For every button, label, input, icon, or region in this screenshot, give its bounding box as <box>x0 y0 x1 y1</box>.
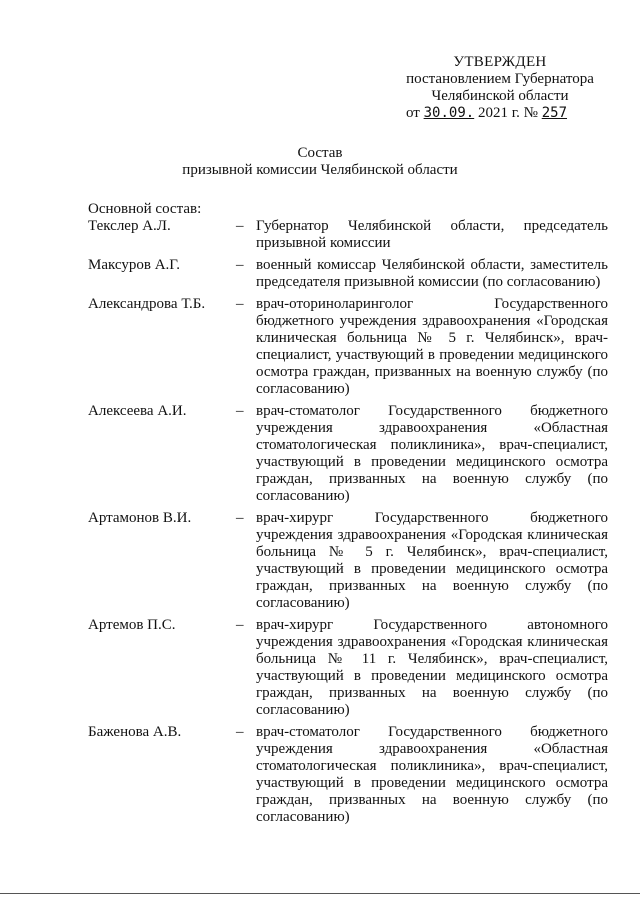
approval-date: 30.09. <box>423 105 475 121</box>
approval-number: 257 <box>541 105 568 121</box>
approval-from: от <box>406 105 420 121</box>
member-dash: – <box>236 724 244 740</box>
member-name: Алексеева А.И. <box>88 403 187 419</box>
member-role: врач-стоматолог Государственного бюджетного учреждения здравоохранения «Областная стоматологическая поликлиника», врач-специалист, участвующий в проведении медицинского осмотра граждан, призванных на военную службу (по согласованию) <box>256 403 608 504</box>
member-row <box>88 724 608 826</box>
document-title <box>0 145 640 179</box>
member-row <box>88 257 608 291</box>
title-line-2: призывной комиссии Челябинской области <box>182 162 458 178</box>
member-dash: – <box>236 218 244 234</box>
member-role: врач-хирург Государственного автономного учреждения здравоохранения «Городская клиническая больница № 11 г. Челябинск», врач-специалист, участвующий в проведении медицинского осмотра граждан, призванных на военную службу (по согласованию) <box>256 617 608 718</box>
section-label: Основной состав: <box>88 201 202 217</box>
member-name: Максуров А.Г. <box>88 257 181 273</box>
member-name: Александрова Т.Б. <box>88 296 206 312</box>
member-name: Артемов П.С. <box>88 617 176 633</box>
member-dash: – <box>236 510 244 526</box>
member-name: Баженова А.В. <box>88 724 182 740</box>
member-dash: – <box>236 257 244 273</box>
member-dash: – <box>236 403 244 419</box>
approval-line-1: постановлением Губернатора <box>406 71 594 87</box>
member-role: врач-оториноларинголог Государственного бюджетного учреждения здравоохранения «Городская клиническая больница № 5 г. Челябинск», врач-специалист, участвующий в проведении медицинского осмотра граждан, призванных на военную службу (по согласованию) <box>256 296 608 397</box>
member-name: Текслер А.Л. <box>88 218 171 234</box>
member-name: Артамонов В.И. <box>88 510 192 526</box>
title-line-1: Состав <box>297 145 343 161</box>
member-row <box>88 510 608 612</box>
member-row <box>88 403 608 505</box>
approval-line-2: Челябинской области <box>431 88 569 104</box>
members-list <box>88 218 608 831</box>
footer-divider <box>0 893 640 894</box>
member-row <box>88 296 608 398</box>
approval-year: 2021 г. № <box>477 105 538 121</box>
member-role: военный комиссар Челябинской области, заместитель председателя призывной комиссии (по согласованию) <box>256 257 608 290</box>
member-dash: – <box>236 296 244 312</box>
member-role: врач-хирург Государственного бюджетного учреждения здравоохранения «Городская клиническая больница № 5 г. Челябинск», врач-специалист, участвующий в проведении медицинского осмотра граждан, призванных на военную службу (по согласованию) <box>256 510 608 611</box>
member-row <box>88 617 608 719</box>
member-row <box>88 218 608 252</box>
member-dash: – <box>236 617 244 633</box>
member-role: врач-стоматолог Государственного бюджетного учреждения здравоохранения «Областная стоматологическая поликлиника», врач-специалист, участвующий в проведении медицинского осмотра граждан, призванных на военную службу (по согласованию) <box>256 724 608 825</box>
approval-date-line <box>400 105 600 122</box>
member-role: Губернатор Челябинской области, председатель призывной комиссии <box>256 218 608 251</box>
approval-block <box>400 54 600 122</box>
approval-heading: УТВЕРЖДЕН <box>453 54 547 70</box>
